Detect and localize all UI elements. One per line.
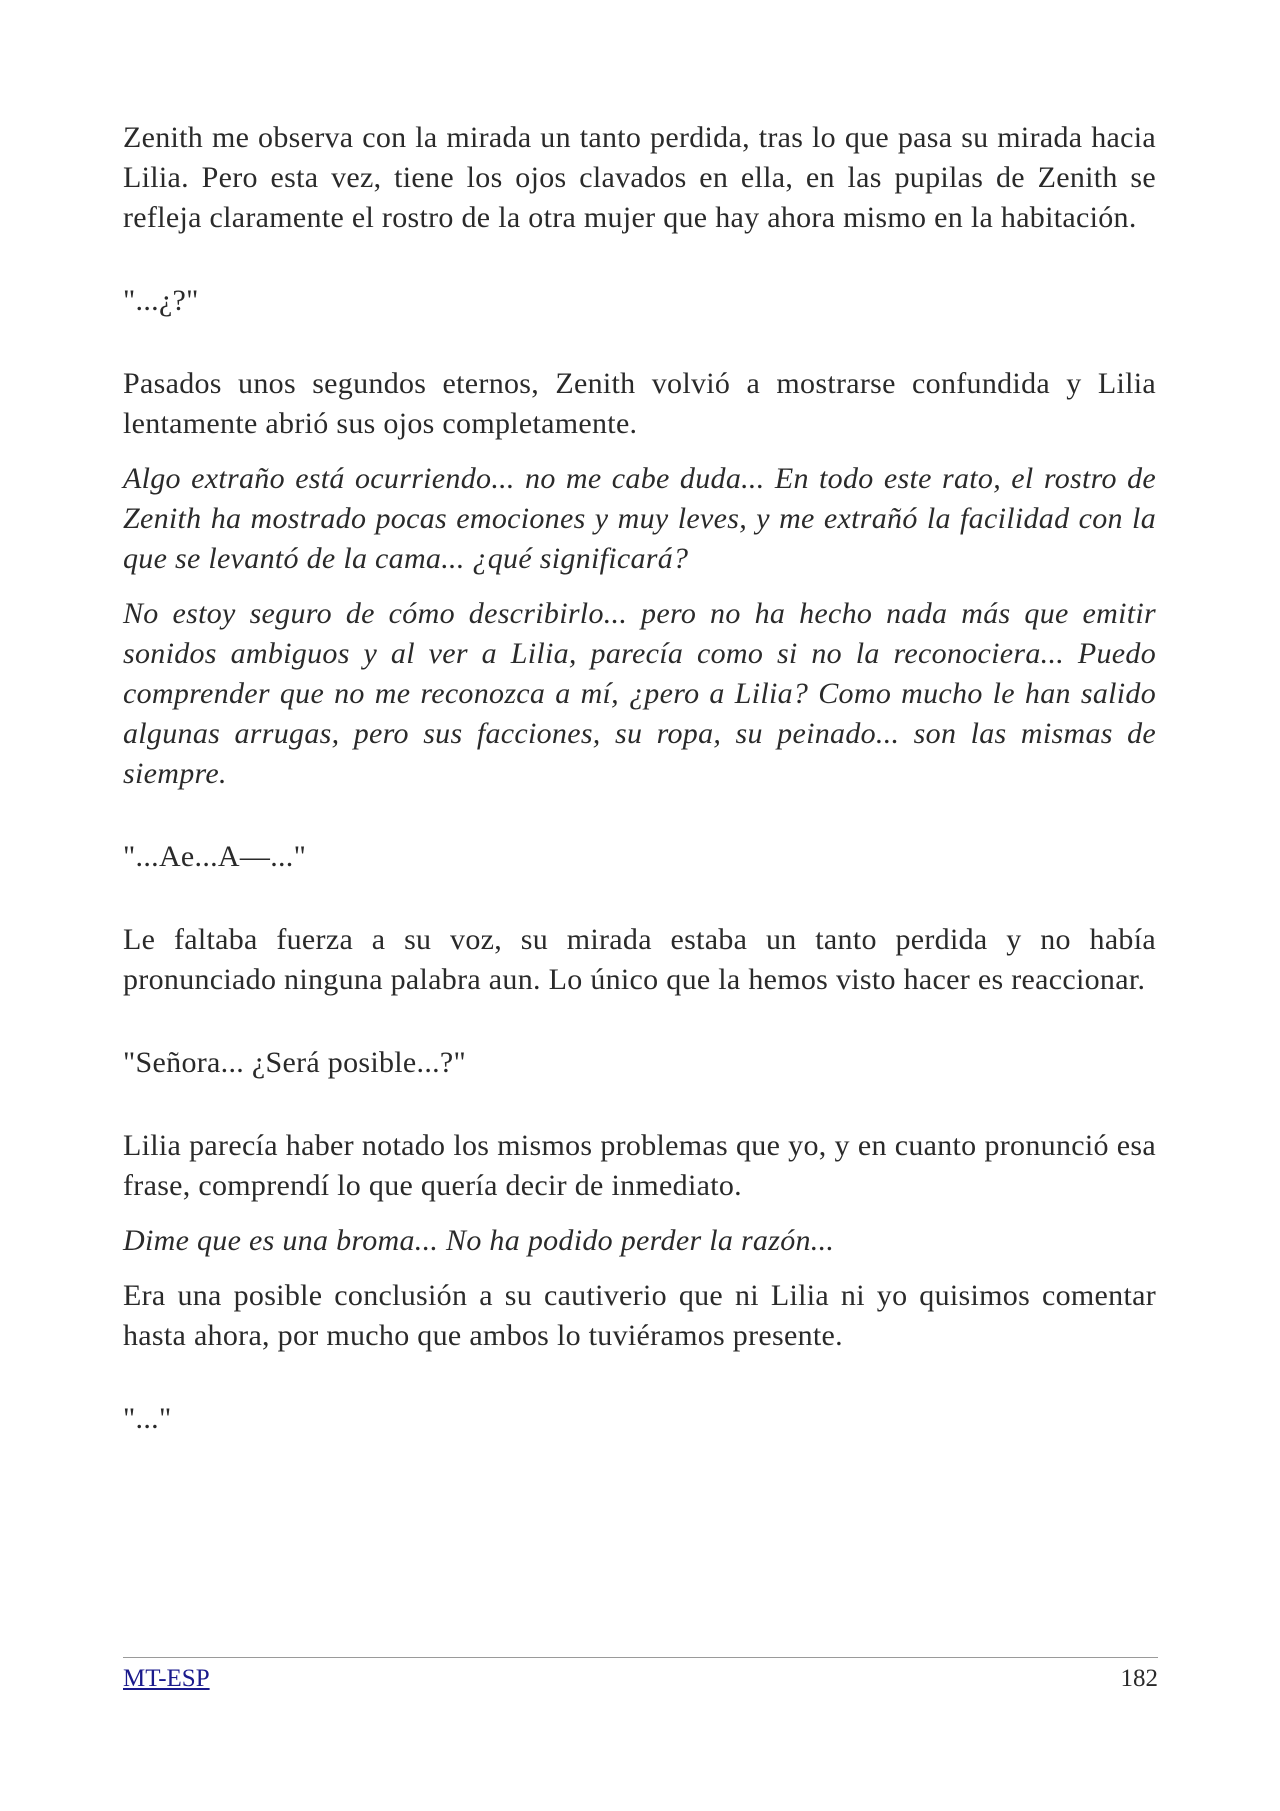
page-body — [123, 118, 1156, 1439]
dialogue-line-4: "..." — [123, 1402, 172, 1435]
paragraph-3: Le faltaba fuerza a su voz, su mirada estaba un tanto perdida y no había pronunciado ninguna palabra aun. Lo único que la hemos visto hacer es reaccionar. — [123, 923, 1156, 996]
dialogue-line-3: "Señora... ¿Será posible...?" — [123, 1046, 467, 1079]
dialogue-line-2: "...Ae...A—..." — [123, 840, 307, 873]
inner-thought-2: No estoy seguro de cómo describirlo... pero no ha hecho nada más que emitir sonidos ambiguos y al ver a Lilia, parecía como si no la reconociera... Puedo comprender que no me reconozca a mí, ¿pero a Lilia? Como mucho le han salido algunas arrugas, pero sus facciones, su ropa, su peinado... son las mismas de siempre. — [123, 597, 1156, 790]
page-footer — [123, 1657, 1158, 1692]
dialogue-line-1: "...¿?" — [123, 284, 199, 317]
paragraph-5: Era una posible conclusión a su cautiverio que ni Lilia ni yo quisimos comentar hasta ahora, por mucho que ambos lo tuviéramos presente. — [123, 1279, 1156, 1352]
page-number: 182 — [1120, 1665, 1158, 1692]
paragraph-4: Lilia parecía haber notado los mismos problemas que yo, y en cuanto pronunció esa frase, comprendí lo que quería decir de inmediato. — [123, 1129, 1156, 1202]
inner-thought-3: Dime que es una broma... No ha podido perder la razón... — [123, 1224, 835, 1257]
paragraph-2: Pasados unos segundos eternos, Zenith volvió a mostrarse confundida y Lilia lentamente abrió sus ojos completamente. — [123, 367, 1156, 440]
footer-site-link[interactable]: MT-ESP — [123, 1665, 210, 1692]
inner-thought-1: Algo extraño está ocurriendo... no me cabe duda... En todo este rato, el rostro de Zenith ha mostrado pocas emociones y muy leves, y me extrañó la facilidad con la que se levantó de la cama... ¿qué significará? — [123, 462, 1156, 575]
paragraph-1: Zenith me observa con la mirada un tanto perdida, tras lo que pasa su mirada hacia Lilia. Pero esta vez, tiene los ojos clavados en ella, en las pupilas de Zenith se refleja claramente el rostro de la otra mujer que hay ahora mismo en la habitación. — [123, 121, 1156, 234]
